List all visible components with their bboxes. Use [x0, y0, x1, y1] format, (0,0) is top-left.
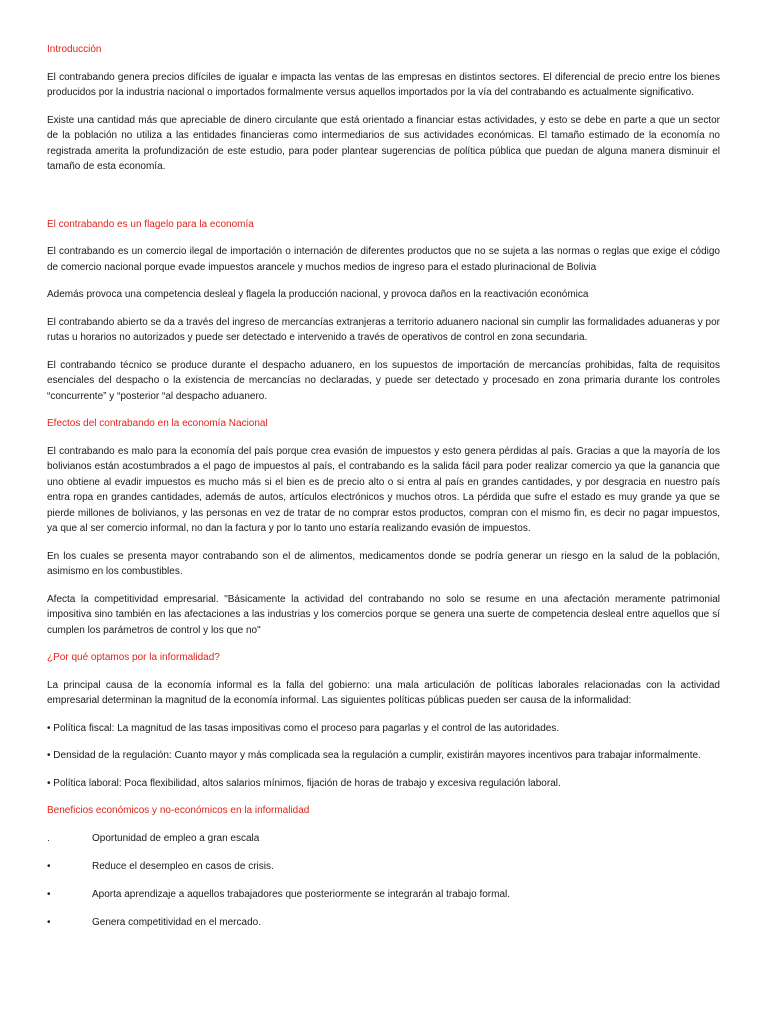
list-text: Oportunidad de empleo a gran escala	[92, 832, 260, 844]
paragraph: Existe una cantidad más que apreciable de dinero circulante que está orientado a financiar estas actividades, y esto se debe en parte a que un sector de la población no utiliza a las entidades financieras como intermediarios de sus actividades económicas. El tamaño estimado de la economía no registrada amerita la profundización de este estudio, para poder plantear sugerencias de política pública que puedan de alguna manera disminuir el tamaño de esta economía.	[47, 114, 720, 172]
paragraph: Afecta la competitividad empresarial. "Básicamente la actividad del contrabando no solo se resume en una afectación meramente patrimonial impositiva sino también en las afectaciones a las industrias y los comercios porque se genera una suerte de competencia desleal entre aquellos que sí cumplen los parámetros de control y los que no"	[47, 593, 720, 636]
heading-introduccion: Introducción	[47, 44, 102, 55]
list-marker: .	[47, 832, 50, 844]
paragraph: El contrabando es un comercio ilegal de importación o internación de diferentes productos que no se sujeta a las normas o reglas que exige el código de comercio nacional porque evade impuestos arancele y muchos medios de ingreso para el estado plurinacional de Bolivia	[47, 246, 720, 273]
list-item	[47, 859, 720, 875]
list-item	[47, 887, 720, 903]
document-page	[47, 42, 720, 943]
paragraph: El contrabando es malo para la economía del país porque crea evasión de impuestos y esto genera pérdidas al país. Gracias a que la mayoría de los bolivianos están acostumbrados a el pago de impuestos al país, el contrabando es la salida fácil para poder realizar comercio ya que la ganancia que uno obtiene al evadir impuestos es mucho más si el bien es de precio alto o si entra al país en grandes cantidades, y por desgracia en nuestro país entra ropa en grandes cantidades, además de autos, artículos electrónicos y muchos otros. La pérdida que sufre el estado es muy grande ya que se pierde millones de bolivianos, y las personas en vez de tratar de no comprar estos productos, compran con el mismo fin, es decir no pagar impuestos, ya que al ser comercio informal, no dan la factura y por lo tanto uno estaría realizando evasión de impuestos.	[47, 445, 720, 534]
bullet-item: • Política laboral: Poca flexibilidad, altos salarios mínimos, fijación de horas de trabajo y excesiva regulación laboral.	[47, 777, 561, 789]
bullet-item: • Densidad de la regulación: Cuanto mayor y más complicada sea la regulación a cumplir, existirán mayores incentivos para trabajar informalmente.	[47, 750, 701, 761]
heading-efectos: Efectos del contrabando en la economía Nacional	[47, 418, 268, 429]
list-marker: •	[47, 888, 51, 900]
list-text: Reduce el desempleo en casos de crisis.	[92, 860, 274, 872]
list-text: Genera competitividad en el mercado.	[92, 916, 261, 928]
list-text: Aporta aprendizaje a aquellos trabajadores que posteriormente se integrarán al trabajo formal.	[92, 888, 511, 900]
heading-beneficios: Beneficios económicos y no-económicos en la informalidad	[47, 805, 310, 816]
paragraph: Además provoca una competencia desleal y flagela la producción nacional, y provoca daños en la reactivación económica	[47, 289, 589, 300]
paragraph: El contrabando abierto se da a través del ingreso de mercancías extranjeras a territorio aduanero nacional sin cumplir las formalidades aduaneras y por rutas u horarios no autorizados y puede ser detectado e intervenido a través de operativos de control en zona secundaria.	[47, 316, 720, 343]
paragraph: En los cuales se presenta mayor contrabando son el de alimentos, medicamentos donde se podría generar un riesgo en la salud de la población, asimismo en los combustibles.	[47, 550, 720, 577]
list-item	[47, 831, 720, 847]
list-item	[47, 915, 720, 931]
paragraph: El contrabando genera precios difíciles de igualar e impacta las ventas de las empresas en distintos sectores. El diferencial de precio entre los bienes producidos por la industria nacional o importados formalmente versus aquellos importados por la vía del contrabando es actualmente significativo.	[47, 71, 720, 98]
heading-flagelo: El contrabando es un flagelo para la economía	[47, 218, 254, 230]
paragraph: El contrabando técnico se produce durante el despacho aduanero, en los supuestos de importación de mercancías prohibidas, falta de requisitos esenciales del despacho o la existencia de mercancías no declaradas, y puede ser detectado y procesado en zona primaria durante los controles “concurrente” y “posterior “al despacho aduanero.	[47, 359, 720, 402]
heading-informalidad: ¿Por qué optamos por la informalidad?	[47, 652, 220, 663]
spacer	[47, 187, 720, 217]
list-marker: •	[47, 860, 51, 872]
paragraph: La principal causa de la economía informal es la falla del gobierno: una mala articulación de políticas laborales relacionadas con la actividad empresarial determinan la magnitud de la economía informal. Las siguientes políticas públicas pueden ser causa de la informalidad:	[47, 679, 720, 706]
bullet-item: • Política fiscal: La magnitud de las tasas impositivas como el proceso para pagarlas y el control de las autoridades.	[47, 722, 560, 734]
list-marker: •	[47, 916, 51, 928]
